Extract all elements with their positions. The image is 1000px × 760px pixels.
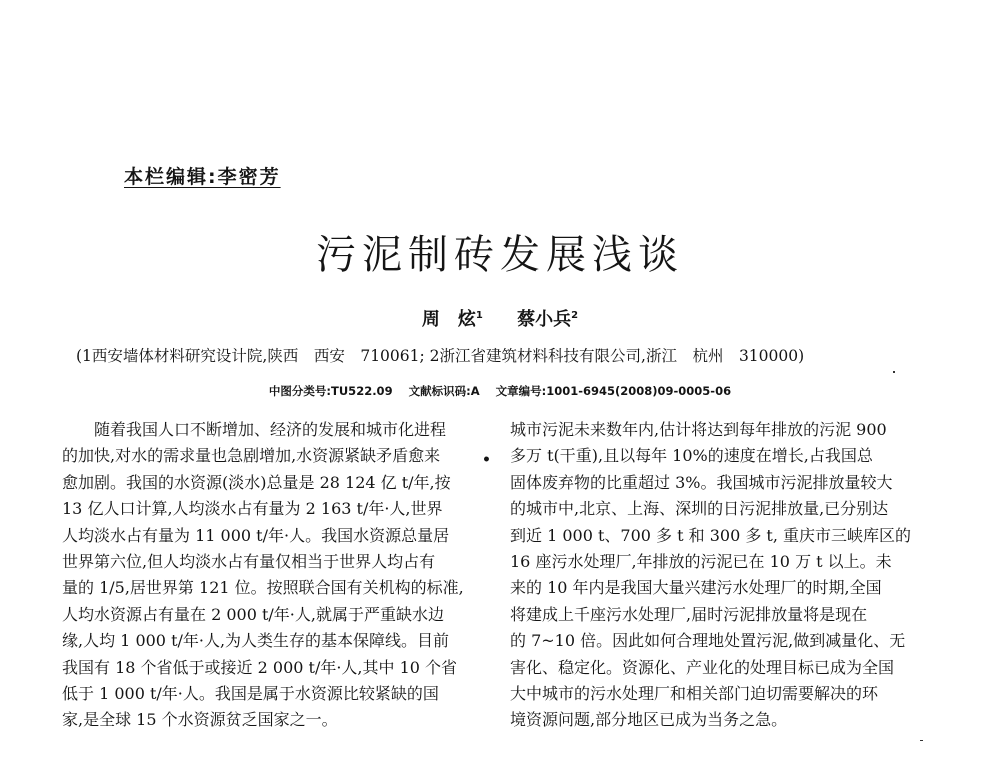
right-column <box>510 417 924 734</box>
scan-speck <box>920 740 923 741</box>
author-2: 蔡小兵$^2$ <box>517 309 579 330</box>
right-line: 城市污泥未来数年内,估计将达到每年排放的污泥 900 <box>510 420 887 439</box>
author-line <box>0 305 1000 331</box>
left-line: 我国有 18 个省低于或接近 2 000 t/年·人,其中 10 个省 <box>62 657 458 677</box>
right-line: 害化、稳定化。资源化、产业化的处理目标已成为全国 <box>510 657 895 677</box>
left-line: 的加快,对水的需求量也急剧增加,水资源紧缺矛盾愈来 <box>62 446 441 466</box>
right-line: 多万 t(干重),且以每年 10%的速度在增长,占我国总 <box>510 446 873 466</box>
left-line: 随着我国人口不断增加、经济的发展和城市化进程 <box>94 420 447 439</box>
left-line: 人均水资源占有量在 2 000 t/年·人,就属于严重缺水边 <box>62 604 444 624</box>
right-line: 将建成上千座污水处理厂,届时污泥排放量将是现在 <box>510 604 868 624</box>
left-line: 世界第六位,但人均淡水占有量仅相当于世界人均占有 <box>62 552 436 572</box>
article-title: 污泥制砖发展浅谈 <box>316 232 684 278</box>
right-line: 固体废弃物的比重超过 3%。我国城市污泥排放量较大 <box>510 472 893 492</box>
left-line: 13 亿人口计算,人均淡水占有量为 2 163 t/年·人,世界 <box>62 499 443 519</box>
right-line: 大中城市的污水处理厂和相关部门迫切需要解决的环 <box>510 684 879 704</box>
left-column <box>62 417 474 734</box>
clc-number: 中图分类号:TU522.09 <box>268 384 393 398</box>
column-editor: 本栏编辑:李密芳 <box>124 166 281 188</box>
right-line: 境资源问题,部分地区已成为当务之急。 <box>510 710 788 730</box>
right-line: 的 7~10 倍。因此如何合理地处置污泥,做到减量化、无 <box>510 631 906 651</box>
scan-speck <box>893 371 895 373</box>
left-line: 家,是全球 15 个水资源贫乏国家之一。 <box>62 710 338 730</box>
right-line: 16 座污水处理厂,年排放的污泥已在 10 万 t 以上。未 <box>510 552 892 572</box>
left-line: 缘,人均 1 000 t/年·人,为人类生存的基本保障线。目前 <box>62 631 450 651</box>
document-code: 文献标识码:A <box>408 384 480 398</box>
affiliation: (1西安墙体材料研究设计院,陕西 西安 710061; 2浙江省建筑材料科技有限公司,浙江 杭州 310000) <box>76 347 805 365</box>
right-line: 到近 1 000 t、700 多 t 和 300 多 t, 重庆市三峡库区的 <box>510 525 912 545</box>
right-line: 的城市中,北京、上海、深圳的日污泥排放量,已分别达 <box>510 499 889 519</box>
left-line: 低于 1 000 t/年·人。我国是属于水资源比较紧缺的国 <box>62 684 439 704</box>
classification-line <box>0 383 1000 399</box>
left-line: 愈加剧。我国的水资源(淡水)总量是 28 124 亿 t/年,按 <box>62 472 451 492</box>
article-number: 文章编号:1001-6945(2008)09-0005-06 <box>495 384 732 398</box>
author-1: 周 炫$^1$ <box>421 309 483 330</box>
right-line: 来的 10 年内是我国大量兴建污水处理厂的时期,全国 <box>510 578 882 598</box>
scan-dot: • <box>482 452 491 468</box>
left-line: 量的 1/5,居世界第 121 位。按照联合国有关机构的标准, <box>62 578 464 598</box>
left-line: 人均淡水占有量为 11 000 t/年·人。我国水资源总量居 <box>62 525 450 545</box>
